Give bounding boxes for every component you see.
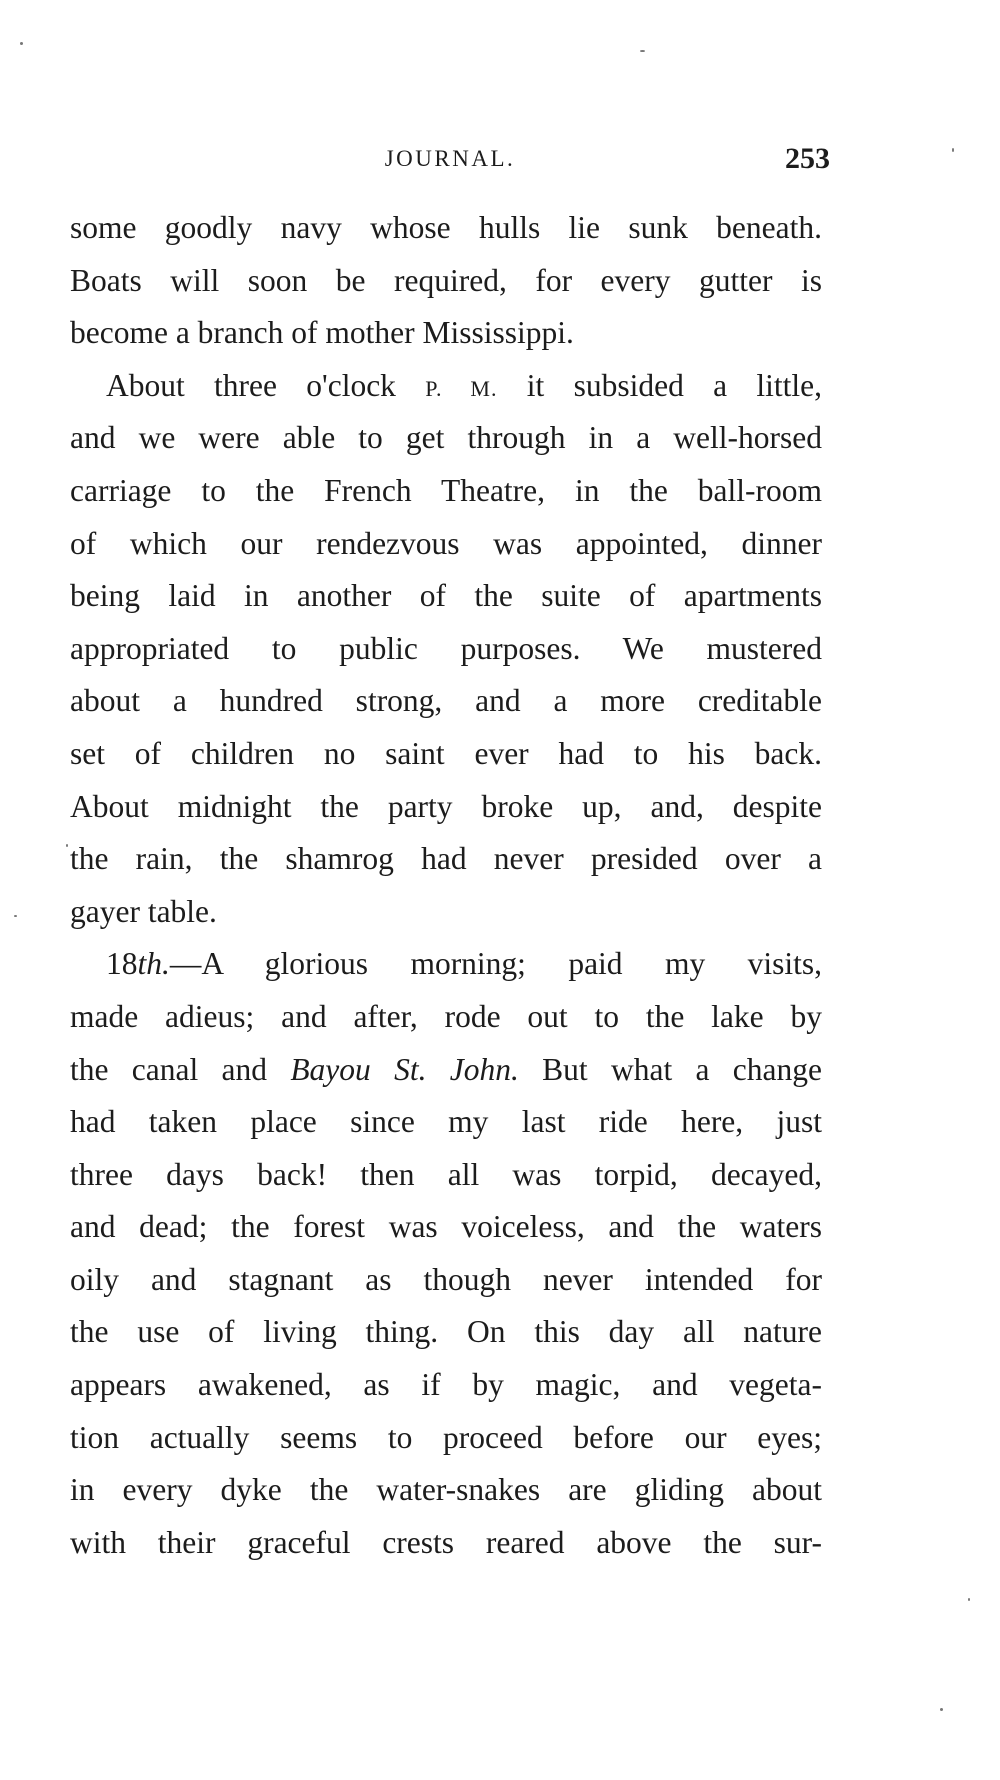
text-line: gayer table.	[70, 893, 217, 929]
text-line: become a branch of mother Mississippi.	[70, 315, 574, 351]
text-line: being laid in another of the suite of apartments	[70, 578, 822, 614]
text-line: tion actually seems to proceed before our eyes;	[70, 1419, 822, 1455]
small-caps-time: P. M.	[425, 375, 498, 401]
paper-speck	[640, 50, 645, 52]
text-line: appropriated to public purposes. We mustered	[70, 630, 822, 666]
paper-speck	[66, 844, 68, 847]
body-text	[70, 202, 822, 1569]
text-line: the rain, the shamrog had never presided over a	[70, 841, 822, 877]
text-line: of which our rendezvous was appointed, dinner	[70, 525, 822, 561]
text-line: in every dyke the water-snakes are gliding about	[70, 1472, 822, 1508]
text-line: Boats will soon be required, for every gutter is	[70, 262, 822, 298]
date-number: 18	[106, 946, 138, 982]
paragraph-1	[70, 202, 822, 360]
paper-speck	[20, 42, 23, 45]
text-line: the use of living thing. On this day all nature	[70, 1314, 822, 1350]
text-line: oily and stagnant as though never intended for	[70, 1261, 822, 1297]
paper-speck	[14, 915, 17, 917]
running-header	[70, 142, 830, 182]
text-line: the canal and Bayou St. John. But what a change	[70, 1051, 822, 1087]
paper-speck	[952, 148, 954, 152]
text-line: About midnight the party broke up, and, despite	[70, 788, 822, 824]
text-line: About three o'clock P. M. it subsided a little,	[106, 367, 823, 403]
text-line: about a hundred strong, and a more creditable	[70, 683, 822, 719]
text-line: appears awakened, as if by magic, and vegeta-	[70, 1367, 822, 1403]
text-line: set of children no saint ever had to his back.	[70, 735, 822, 771]
running-title: JOURNAL.	[384, 146, 516, 171]
text-line: some goodly navy whose hulls lie sunk beneath.	[70, 210, 822, 245]
text-line: three days back! then all was torpid, decayed,	[70, 1156, 822, 1192]
text-line: made adieus; and after, rode out to the lake by	[70, 998, 822, 1034]
paragraph-3	[70, 938, 822, 1569]
date-suffix: th.	[137, 946, 170, 982]
text-line: 18th.—A glorious morning; paid my visits,	[106, 946, 822, 982]
text-line: carriage to the French Theatre, in the ball-room	[70, 472, 822, 508]
place-name: Bayou St. John.	[290, 1051, 519, 1087]
paragraph-2	[70, 360, 822, 939]
text-line: with their graceful crests reared above the sur-	[70, 1524, 822, 1560]
paper-speck	[940, 1708, 943, 1711]
page-number: 253	[785, 142, 830, 175]
text-line: had taken place since my last ride here, just	[70, 1104, 822, 1140]
paper-speck	[968, 1598, 970, 1601]
text-line: and dead; the forest was voiceless, and the waters	[70, 1209, 822, 1245]
text-line: and we were able to get through in a well-horsed	[70, 420, 822, 456]
